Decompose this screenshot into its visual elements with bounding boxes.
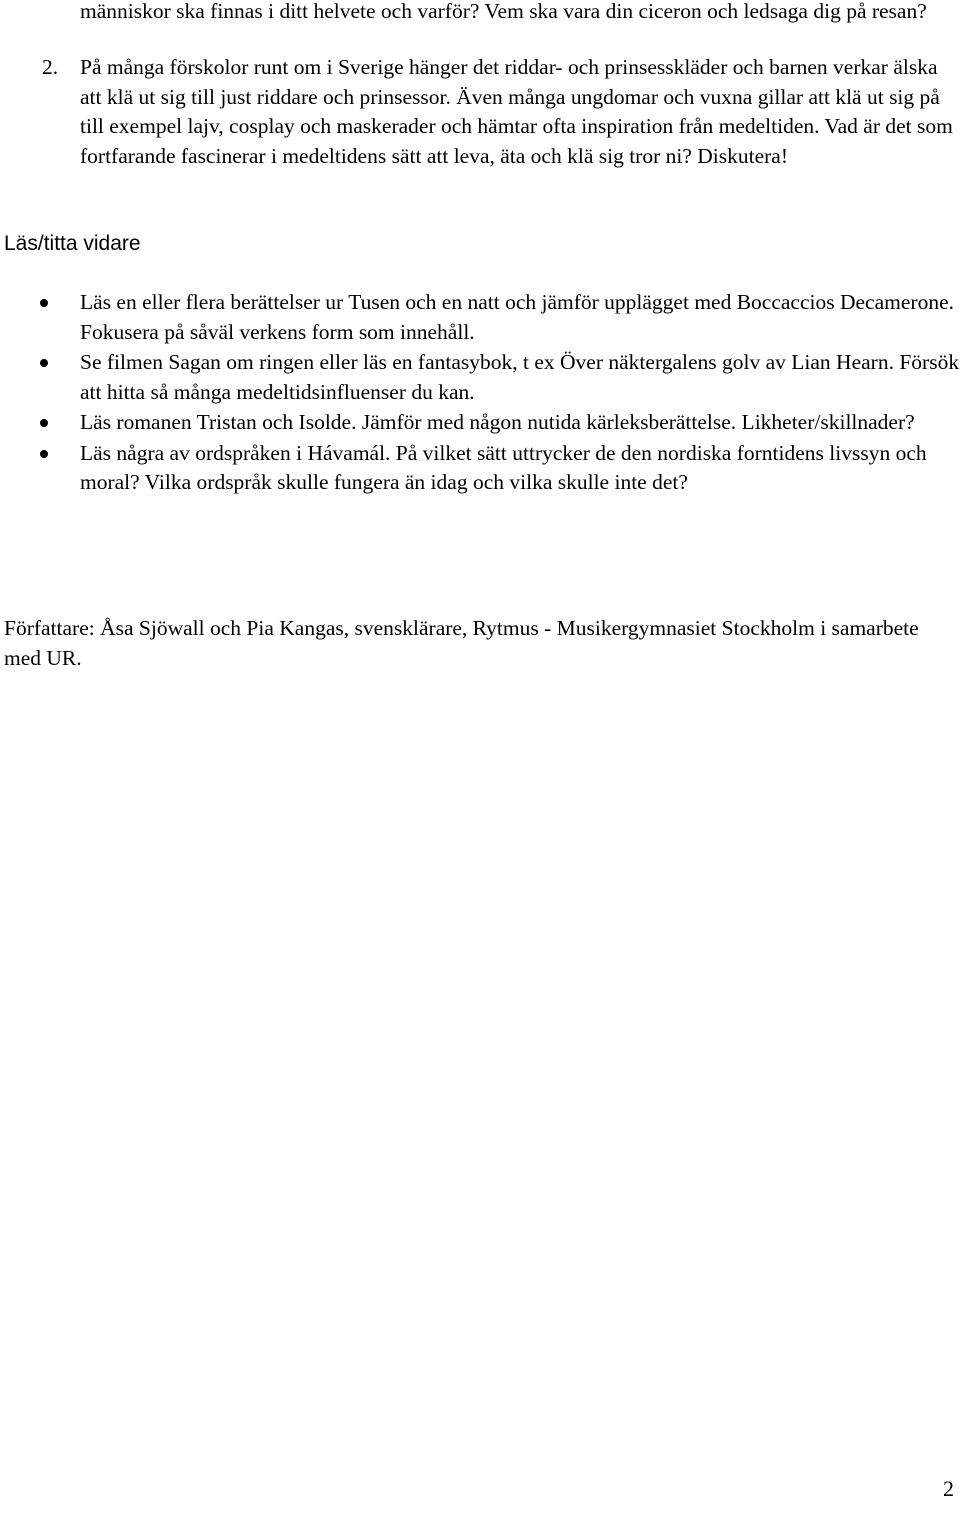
list-item bbox=[0, 348, 960, 407]
bullet-icon bbox=[40, 359, 48, 367]
section-heading: Läs/titta vidare bbox=[4, 232, 141, 255]
page-number: 2 bbox=[943, 1476, 954, 1501]
bullet-text: Se filmen Sagan om ringen eller läs en fantasybok, t ex Över näktergalens golv av Lian Hearn. Försök att hitta så många medeltidsinfluenser du kan. bbox=[80, 350, 960, 404]
bullet-text: Läs några av ordspråken i Hávamál. På vilket sätt uttrycker de den nordiska forntidens livssyn och moral? Vilka ordspråk skulle fungera än idag och vilka skulle inte det? bbox=[80, 440, 927, 494]
reading-list bbox=[0, 288, 960, 499]
list-item bbox=[0, 408, 960, 438]
bullet-text: Läs romanen Tristan och Isolde. Jämför med någon nutida kärleksberättelse. Likheter/skillnader? bbox=[80, 410, 915, 434]
list-number: 2. bbox=[42, 55, 59, 79]
bullet-text: Läs en eller flera berättelser ur Tusen och en natt och jämför upplägget med Boccaccios Decamerone. Fokusera på såväl verkens form som innehåll. bbox=[80, 290, 954, 344]
bullet-icon bbox=[40, 299, 48, 307]
author-credit: Författare: Åsa Sjöwall och Pia Kangas, svensklärare, Rytmus - Musikergymnasiet Stockholm i samarbete med UR. bbox=[4, 616, 919, 670]
list-item bbox=[0, 288, 960, 347]
bullet-icon bbox=[40, 419, 48, 427]
list-item bbox=[0, 439, 960, 498]
continuation-paragraph: människor ska finnas i ditt helvete och varför? Vem ska vara din ciceron och ledsaga dig på resan? bbox=[80, 0, 927, 23]
list-item-text: På många förskolor runt om i Sverige hänger det riddar- och prinsesskläder och barnen verkar älska att klä ut sig till just riddare och prinsessor. Även många ungdomar och vuxna gillar att klä ut sig på till exempel lajv, cosplay och maskerader och hämtar ofta inspiration från medeltiden. Vad är det som fortfarande fascinerar i medeltidens sätt att leva, äta och klä sig tror ni? Diskutera! bbox=[80, 55, 953, 168]
bullet-icon bbox=[40, 450, 48, 458]
